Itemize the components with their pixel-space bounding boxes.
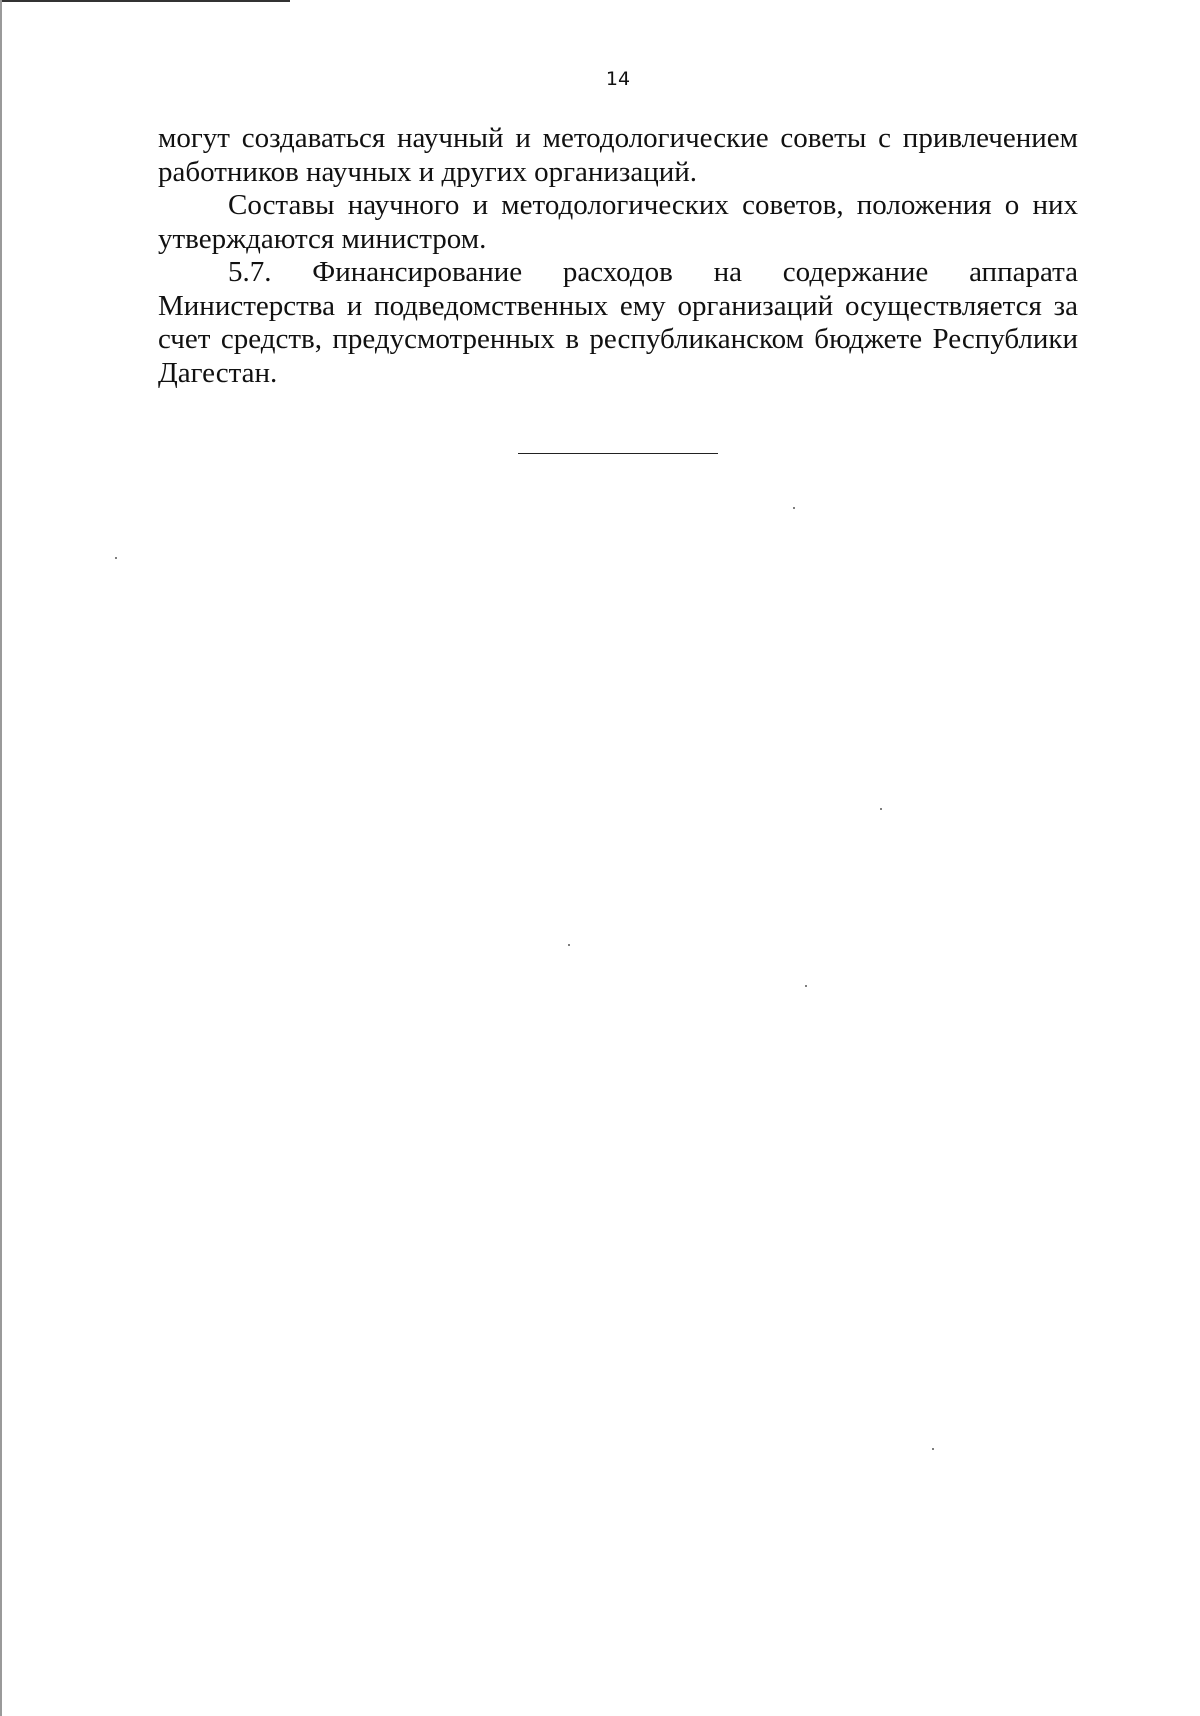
paragraph-continuation: могут создаваться научный и методологические советы с привлечением работников научных и других организаций. [158,122,1078,188]
scan-speck [805,985,807,987]
document-body [158,122,1078,390]
scan-speck [880,808,882,810]
scan-speck [793,507,795,509]
scan-edge-top [0,0,290,2]
end-separator-line [518,453,718,454]
scan-edge-left [0,0,2,1716]
scan-speck [932,1448,934,1450]
paragraph-financing: 5.7. Финансирование расходов на содержание аппарата Министерства и подведомственных ему организаций осуществляется за счет средств, предусмотренных в республиканском бюджете Республики Дагестан. [158,256,1078,389]
paragraph-council-composition: Составы научного и методологических советов, положения о них утверждаются министром. [158,189,1078,255]
page-number: 14 [605,68,631,90]
scan-speck [568,944,570,946]
scan-speck [115,557,117,559]
